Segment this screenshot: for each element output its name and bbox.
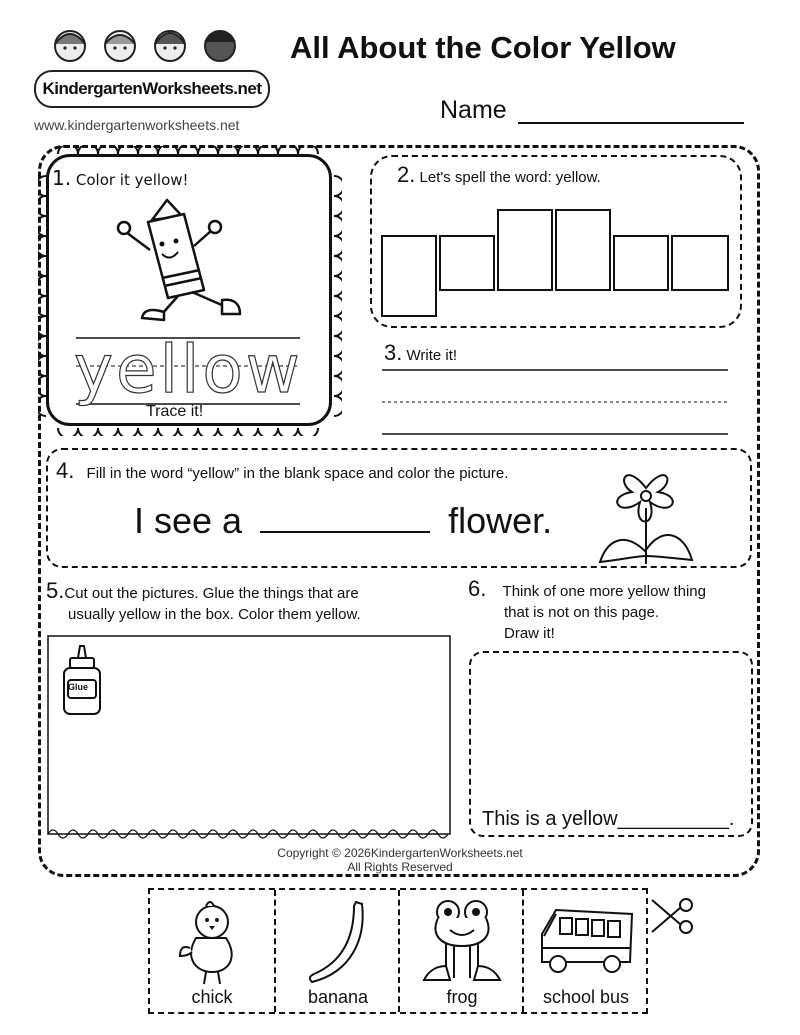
- cutout-label: frog: [446, 987, 478, 1007]
- site-logo: KindergartenWorksheets.net: [34, 70, 270, 108]
- section-5-text-line2: usually yellow in the box. Color them yellow.: [68, 606, 361, 623]
- letter-boxes[interactable]: [380, 208, 736, 320]
- chick-icon: [176, 898, 248, 986]
- section-4-number: 4.: [56, 458, 75, 483]
- section-6-instruction: [468, 578, 706, 644]
- sentence-end: flower.: [448, 500, 553, 541]
- section-5-text-line1: Cut out the pictures. Glue the things that are: [64, 585, 359, 602]
- section-1-number: 1.: [52, 166, 72, 190]
- section-2-number: 2.: [397, 162, 416, 187]
- trace-label: Trace it!: [146, 403, 204, 420]
- name-label: Name: [440, 96, 507, 124]
- banana-icon: [304, 898, 374, 986]
- section-5-number: 5.: [46, 578, 65, 603]
- cutout-frog[interactable]: [398, 890, 524, 1012]
- cutout-chick[interactable]: [150, 890, 274, 1012]
- section-6-number: 6.: [468, 576, 487, 601]
- section-1-text: Color it yellow!: [75, 171, 189, 189]
- section-3-number: 3.: [384, 340, 403, 365]
- section-3-text: Write it!: [406, 347, 458, 364]
- section-6-text-line2: that is not on this page.: [504, 604, 660, 621]
- section-5-instruction: [46, 580, 361, 625]
- flower-icon: [596, 452, 696, 568]
- scissors-icon: [650, 894, 696, 938]
- fill-in-sentence: [134, 500, 552, 542]
- name-field[interactable]: [518, 122, 744, 124]
- sentence-start: I see a: [134, 500, 243, 541]
- crayon-character-icon: [112, 190, 272, 330]
- section-6-text-line1: Think of one more yellow thing: [502, 583, 706, 600]
- kids-logo-icon: [40, 22, 260, 72]
- copyright-line2: All Rights Reserved: [347, 860, 453, 874]
- copyright: [0, 846, 800, 874]
- cutout-strip: [148, 888, 648, 1014]
- page-title: All About the Color Yellow: [290, 30, 676, 65]
- section-6-text-line3: Draw it!: [504, 625, 555, 642]
- glue-label: Glue: [68, 682, 89, 692]
- write-lines[interactable]: [380, 366, 732, 438]
- cutout-label: school bus: [542, 987, 630, 1007]
- section-6-caption: This is a yellow__________.: [482, 808, 735, 830]
- trace-word: yellow: [74, 331, 303, 408]
- school-bus-icon: [536, 904, 636, 976]
- cutout-banana[interactable]: [274, 890, 400, 1012]
- section-1-instruction: [52, 166, 189, 190]
- copyright-line1: Copyright © 2026KindergartenWorksheets.net: [277, 846, 523, 860]
- site-url: www.kindergartenworksheets.net: [34, 117, 240, 133]
- cutout-label: banana: [307, 987, 369, 1007]
- section-4-instruction: [56, 458, 508, 484]
- section-4-text: Fill in the word “yellow” in the blank space and color the picture.: [86, 465, 509, 482]
- cutout-school-bus[interactable]: [522, 890, 648, 1012]
- frog-icon: [420, 896, 504, 984]
- blank-line[interactable]: [260, 501, 430, 533]
- section-3-instruction: [384, 340, 457, 366]
- glue-bottle-icon: [60, 644, 104, 716]
- cutout-label: chick: [191, 987, 233, 1007]
- section-2-text: Let's spell the word: yellow.: [419, 169, 601, 186]
- section-2-instruction: [397, 162, 601, 188]
